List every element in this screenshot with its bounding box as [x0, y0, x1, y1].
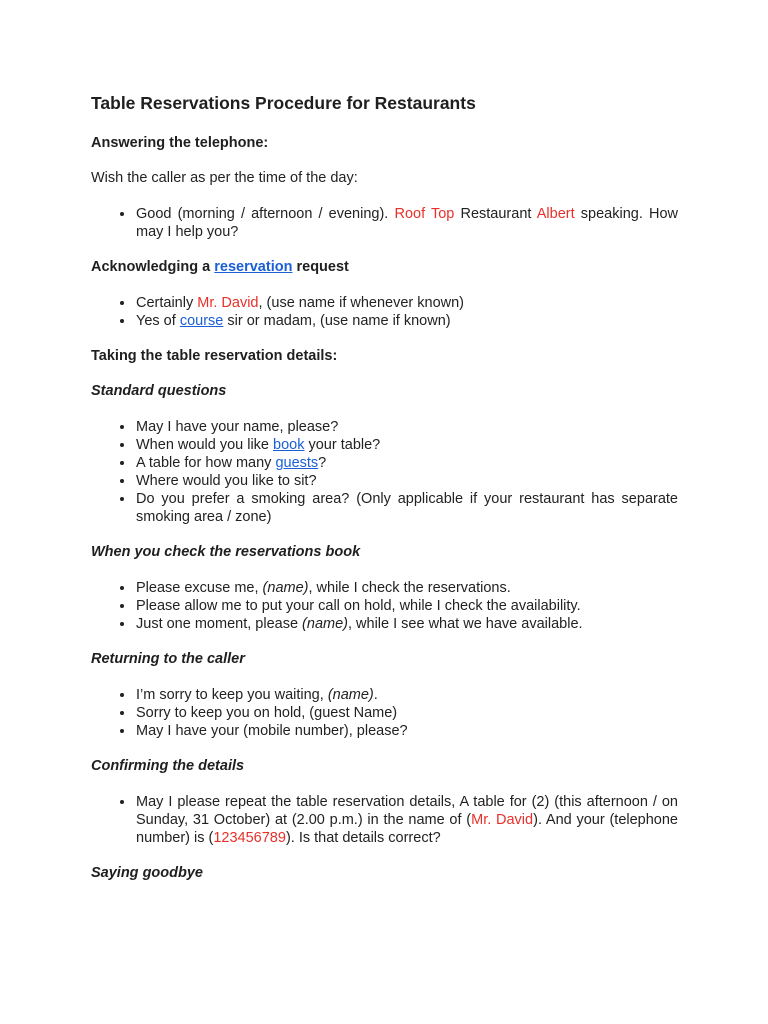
- section-heading-standard: Standard questions: [91, 383, 227, 399]
- section-heading-acknowledging: [91, 259, 678, 275]
- list-item: • May I have your (mobile number), please?: [135, 722, 678, 740]
- list-item: [135, 686, 678, 704]
- list-item: [135, 312, 678, 330]
- section-heading-confirming: Confirming the details: [91, 758, 245, 774]
- guests-link[interactable]: guests: [275, 455, 319, 471]
- section-heading-returning: Returning to the caller: [91, 651, 245, 667]
- highlight-text: Albert: [536, 206, 575, 222]
- answering-intro: Wish the caller as per the time of the day:: [91, 170, 358, 186]
- document-title: Table Reservations Procedure for Restaurants: [91, 93, 476, 113]
- list-item: [135, 436, 678, 454]
- list-item: • Sorry to keep you on hold, (guest Name): [135, 704, 678, 722]
- list-item: [135, 205, 678, 241]
- heading-text: request: [292, 259, 349, 275]
- list-item: [135, 793, 678, 847]
- text: , while I see what we have available.: [347, 616, 583, 632]
- list-item: [135, 615, 678, 633]
- confirming-list: [91, 793, 678, 847]
- check-list: [91, 579, 678, 633]
- placeholder-text: (name): [262, 580, 309, 596]
- text: sir or madam, (use name if known): [223, 313, 451, 329]
- text: A table for how many: [136, 455, 276, 471]
- answering-list: [91, 205, 678, 241]
- section-heading-taking: Taking the table reservation details:: [91, 348, 338, 364]
- list-item: • Where would you like to sit?: [135, 472, 678, 490]
- text: speaking. How may I help you?: [136, 206, 679, 240]
- text: When would you like: [136, 437, 274, 453]
- list-item: [135, 454, 678, 472]
- highlight-text: Mr. David: [197, 295, 259, 311]
- acknowledging-list: [91, 294, 678, 330]
- text: Good (morning / afternoon / evening).: [136, 206, 395, 222]
- reservation-link[interactable]: reservation: [214, 259, 293, 275]
- placeholder-text: (name): [327, 687, 374, 703]
- text: ?: [318, 455, 327, 471]
- highlight-text: Roof Top: [394, 206, 455, 222]
- list-item: • May I have your name, please?: [135, 418, 678, 436]
- text: your table?: [304, 437, 381, 453]
- highlight-text: Mr. David: [471, 812, 534, 828]
- highlight-text: 123456789: [213, 830, 286, 846]
- section-heading-check: When you check the reservations book: [91, 544, 361, 560]
- course-link[interactable]: course: [179, 313, 224, 329]
- text: Restaurant: [454, 206, 537, 222]
- text: , (use name if whenever known): [258, 295, 465, 311]
- text: .: [373, 687, 378, 703]
- list-item: [135, 294, 678, 312]
- text: ). Is that details correct?: [285, 830, 441, 846]
- text: Just one moment, please: [136, 616, 303, 632]
- list-item: • Please allow me to put your call on hold, while I check the availability.: [135, 597, 678, 615]
- placeholder-text: (name): [302, 616, 348, 632]
- list-item: • Do you prefer a smoking area? (Only applicable if your restaurant has separate smoking area / zone): [135, 490, 678, 526]
- text: Certainly: [136, 295, 198, 311]
- returning-list: [91, 686, 678, 740]
- text: ). And your (telephone number) is (: [136, 812, 678, 846]
- text: I’m sorry to keep you waiting,: [136, 687, 328, 703]
- text: Please excuse me,: [136, 580, 263, 596]
- text: Yes of: [136, 313, 180, 329]
- text: , while I check the reservations.: [308, 580, 511, 596]
- standard-questions-list: [91, 418, 678, 526]
- book-link[interactable]: book: [273, 437, 305, 453]
- section-heading-answering: Answering the telephone:: [91, 135, 269, 151]
- heading-text: Acknowledging a: [91, 259, 215, 275]
- list-item: [135, 579, 678, 597]
- section-heading-goodbye: Saying goodbye: [91, 865, 203, 881]
- text: May I please repeat the table reservation details, A table for (2) (this afternoon / on Sunday, 31 October) at (2.00 p.m.) in the name of (: [136, 794, 678, 828]
